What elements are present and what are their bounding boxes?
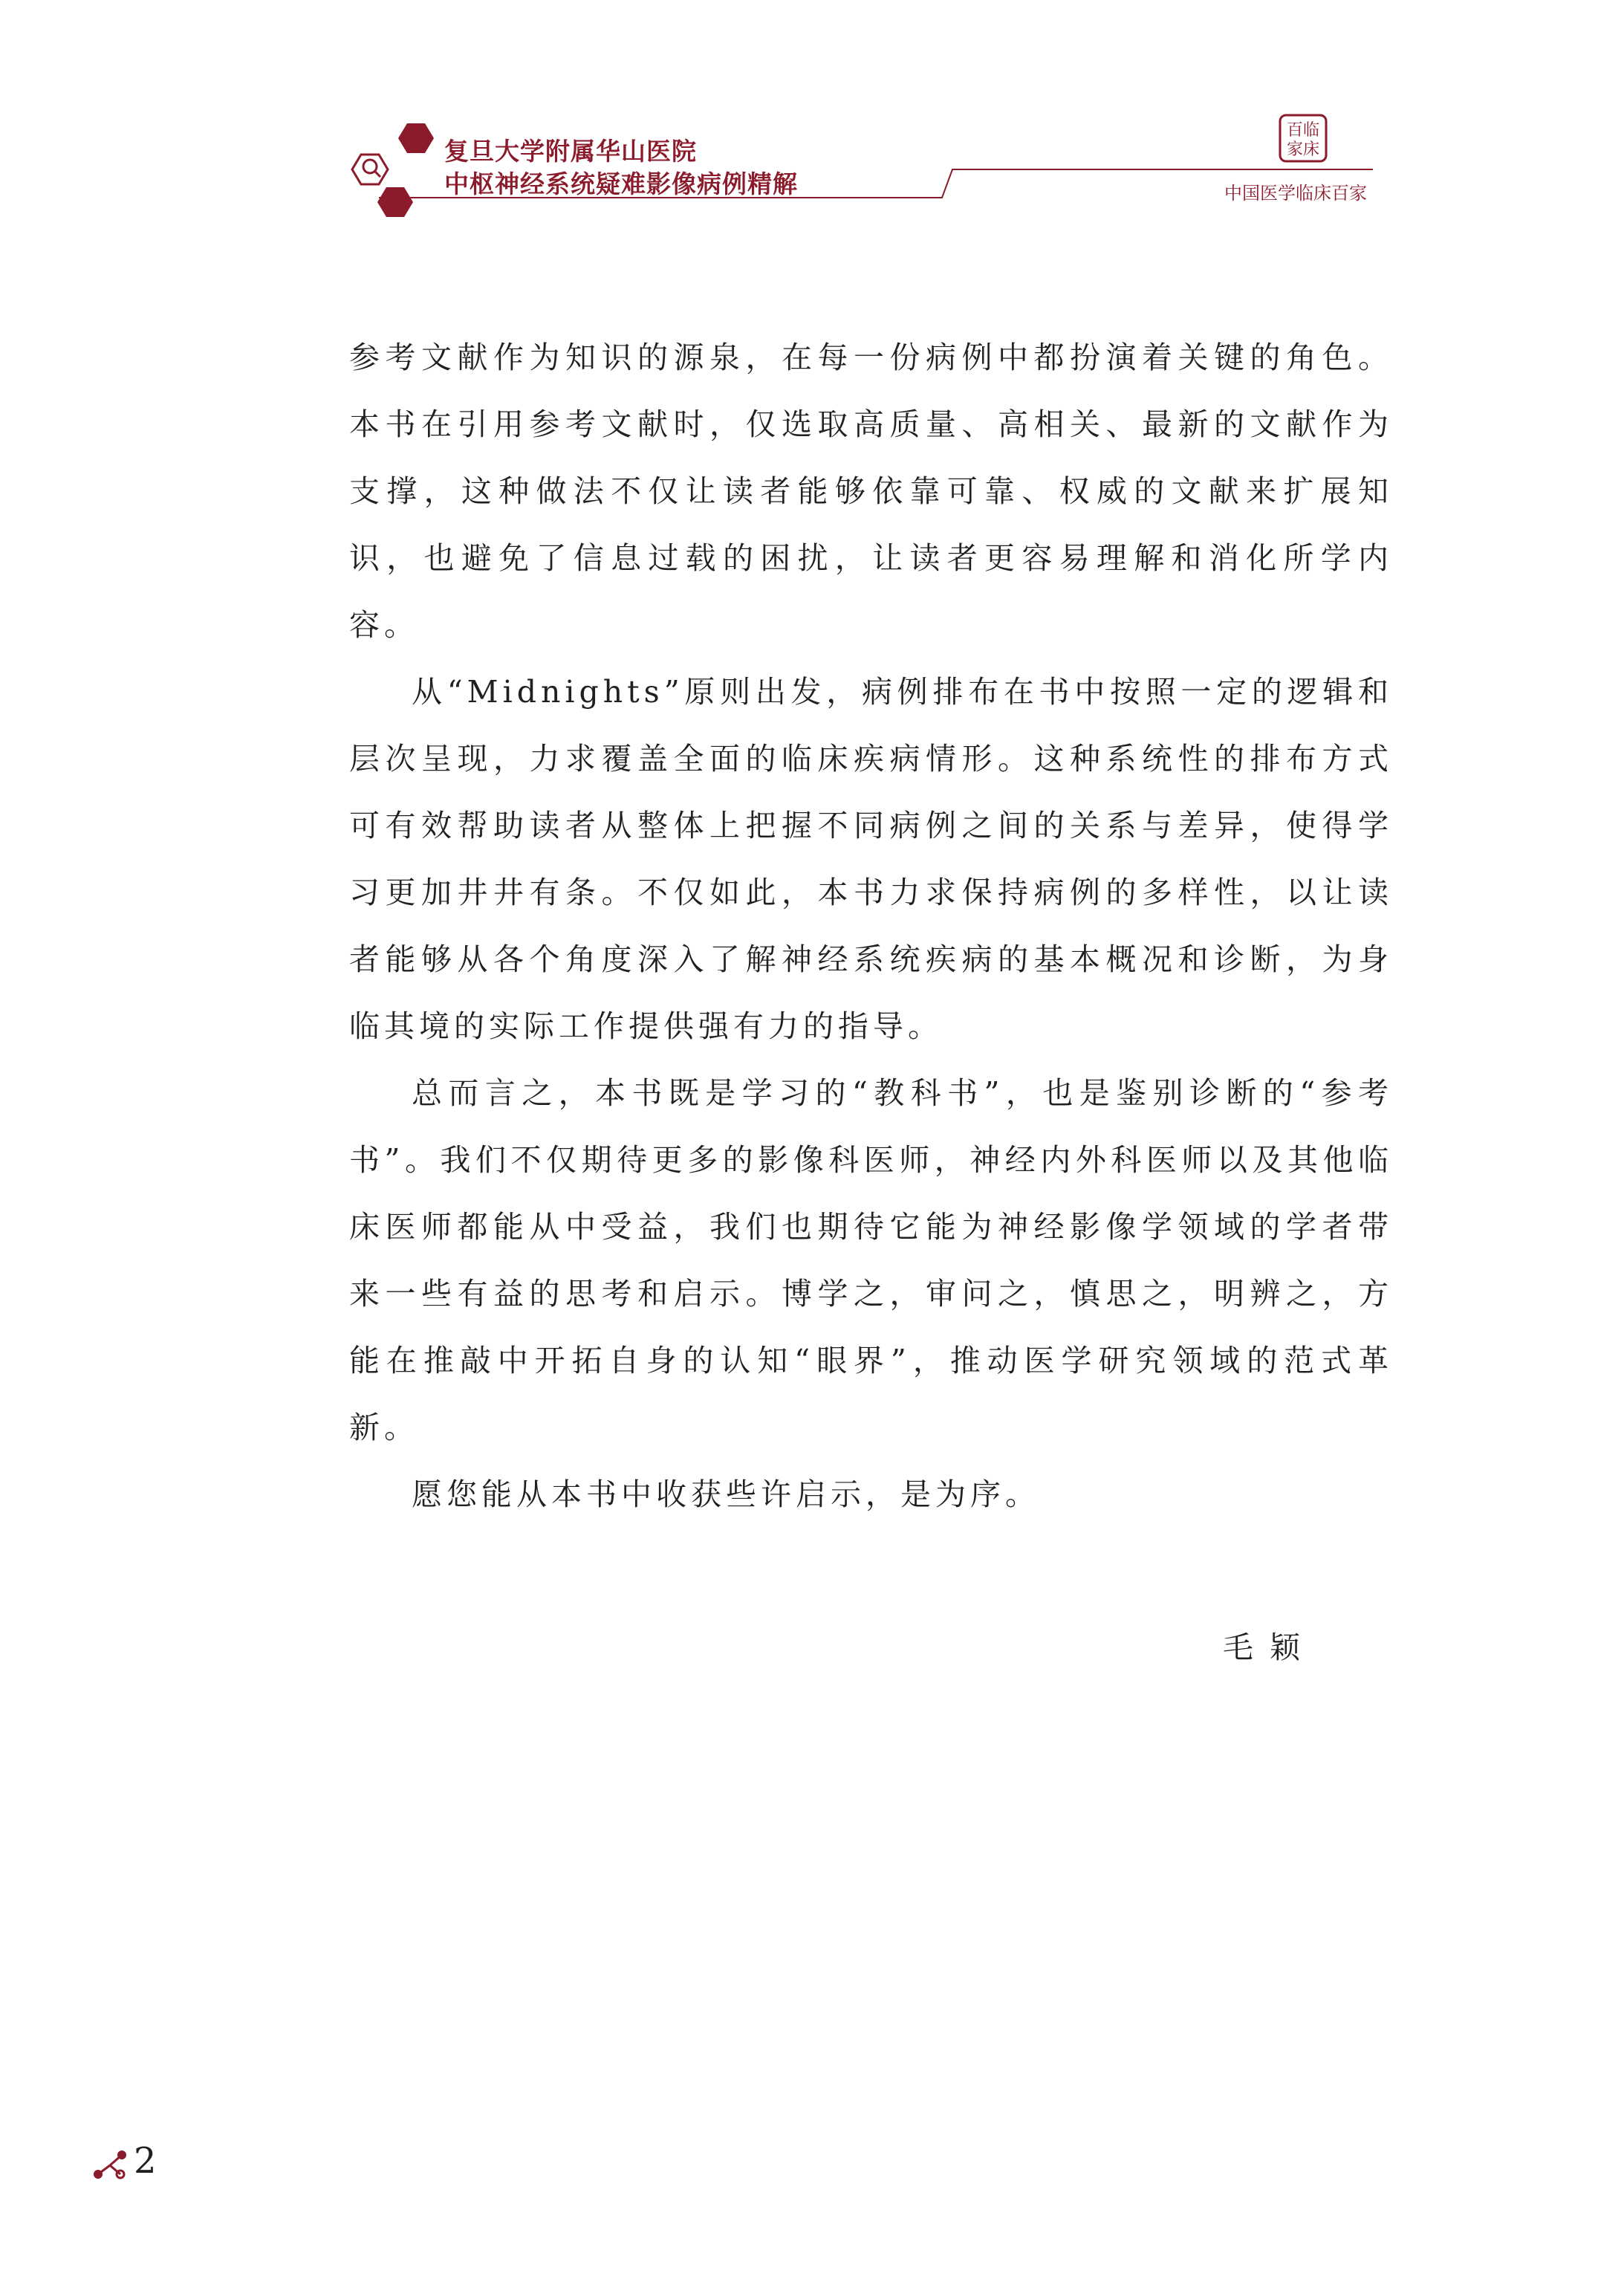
- svg-text:百临: 百临: [1286, 121, 1320, 140]
- paragraph-3: 总而言之，本书既是学习的“教科书”，也是鉴别诊断的“参考书”。我们不仅期待更多的影像科医师，神经内外科医师以及其他临床医师都能从中受益，我们也期待它能为神经影像学领域的学者带来一些有益的思考和启示。博学之，审问之，慎思之，明辨之，方能在推敲中开拓自身的认知“眼界”，推动医学研究领域的范式革新。: [349, 1075, 1393, 1445]
- molecule-icon: [91, 2146, 129, 2183]
- preface-body: [349, 324, 1393, 1528]
- page-number: 2: [134, 2140, 157, 2182]
- signature: 毛颖: [1223, 1630, 1316, 1665]
- svg-text:家床: 家床: [1286, 140, 1320, 159]
- book-title-line1: 复旦大学附属华山医院: [444, 137, 697, 166]
- header-rule: [0, 0, 1624, 223]
- book-title-line2: 中枢神经系统疑难影像病例精解: [444, 169, 798, 198]
- seal-stamp: [1278, 113, 1328, 163]
- paragraph-2: 从“Midnights”原则出发，病例排布在书中按照一定的逻辑和层次呈现，力求覆盖全面的临床疾病情形。这种系统性的排布方式可有效帮助读者从整体上把握不同病例之间的关系与差异，使得学习更加井井有条。不仅如此，本书力求保持病例的多样性，以让读者能够从各个角度深入了解神经系统疾病的基本概况和诊断，为身临其境的实际工作提供强有力的指导。: [349, 674, 1393, 1044]
- paragraph-1: 参考文献作为知识的源泉，在每一份病例中都扮演着关键的角色。本书在引用参考文献时，仅选取高质量、高相关、最新的文献作为支撑，这种做法不仅让读者能够依靠可靠、权威的文献来扩展知识，也避免了信息过载的困扰，让读者更容易理解和消化所学内容。: [349, 340, 1393, 643]
- paragraph-4: 愿您能从本书中收获些许启示，是为序。: [412, 1477, 1040, 1512]
- series-name: 中国医学临床百家: [1224, 183, 1367, 204]
